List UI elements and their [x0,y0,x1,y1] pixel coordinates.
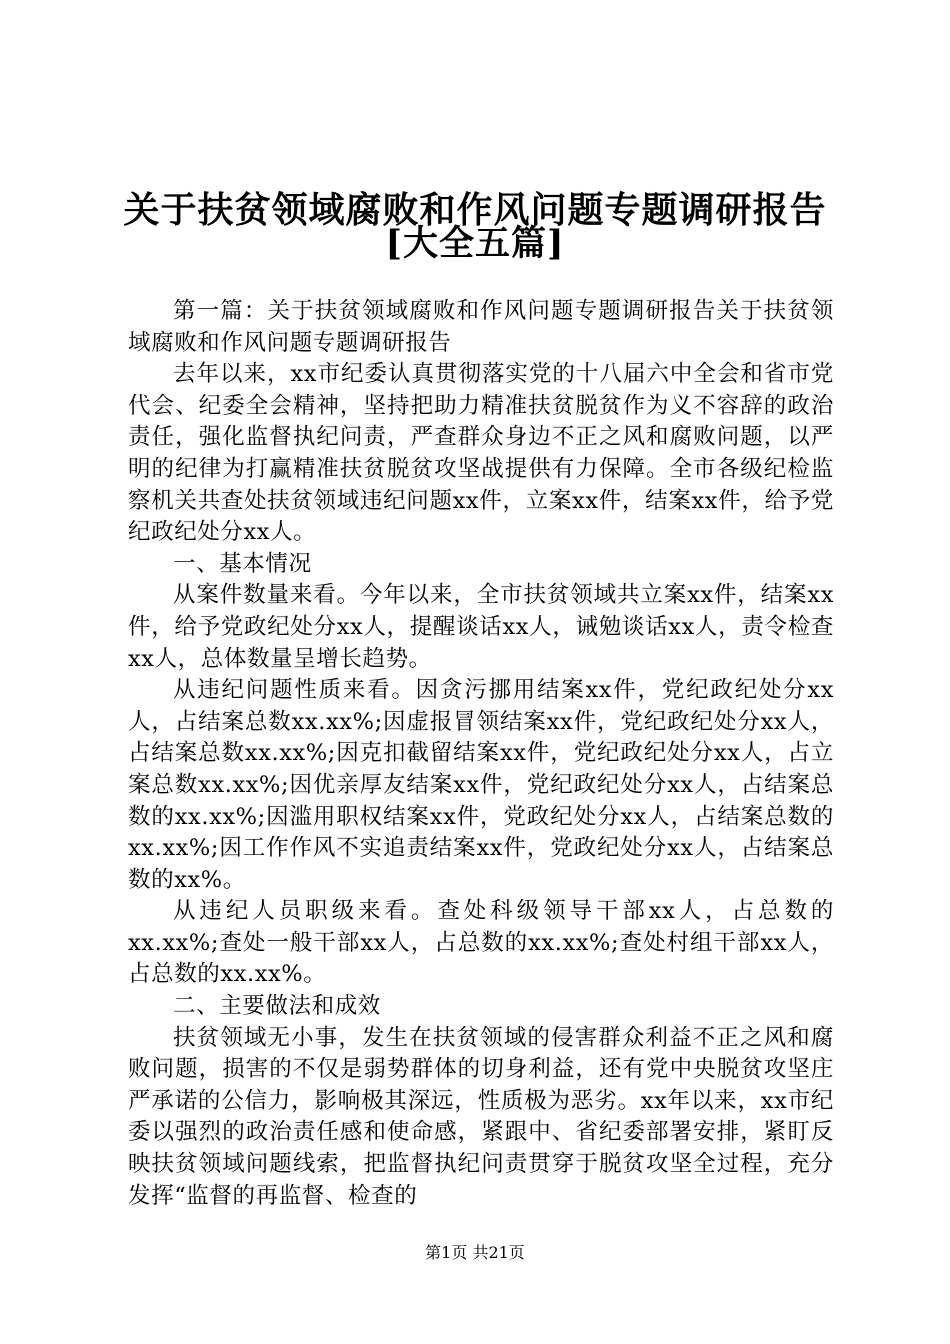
page-footer: 第1页 共21页 [425,1243,525,1262]
paragraph: 从违纪人员职级来看。查处科级领导干部xx人，占总数的xx.xx%;查处一般干部xx人，占总数的xx.xx%;查处村组干部xx人，占总数的xx.xx%。 [128,898,834,988]
document-body [128,296,834,1212]
paragraph: 第一篇：关于扶贫领域腐败和作风问题专题调研报告关于扶贫领域腐败和作风问题专题调研报告 [128,298,834,356]
section-heading: 一、基本情况 [173,550,312,577]
document-title-line1: 关于扶贫领域腐败和作风问题专题调研报告 [123,189,827,231]
paragraph: 从案件数量来看。今年以来，全市扶贫领域共立案xx件，结案xx件，给予党政纪处分xx人，提醒谈话xx人，诫勉谈话xx人，责令检查xx人，总体数量呈增长趋势。 [128,582,834,672]
document-title-line2: [大全五篇] [385,223,565,264]
paragraph: 去年以来，xx市纪委认真贯彻落实党的十八届六中全会和省市党代会、纪委全会精神，坚持把助力精准扶贫脱贫作为义不容辞的政治责任，强化监督执纪问责，严查群众身边不正之风和腐败问题，以严明的纪律为打赢精准扶贫脱贫攻坚战提供有力保障。全市各级纪检监察机关共查处扶贫领域违纪问题xx件，立案xx件，结案xx件，给予党纪政纪处分xx人。 [128,361,834,546]
paragraph: 从违纪问题性质来看。因贪污挪用结案xx件，党纪政纪处分xx人，占结案总数xx.xx%;因虚报冒领结案xx件，党纪政纪处分xx人，占结案总数xx.xx%;因克扣截留结案xx件，党纪政纪处分xx人，占立案总数xx.xx%;因优亲厚友结案xx件，党纪政纪处分xx人，占结案总数的xx.xx%;因滥用职权结案xx件，党政纪处分xx人，占结案总数的xx.xx%;因工作作风不实追责结案xx件，党政纪处分xx人，占结案总数的xx%。 [128,677,834,893]
section-heading: 二、主要做法和成效 [173,993,381,1020]
paragraph: 扶贫领域无小事，发生在扶贫领域的侵害群众利益不正之风和腐败问题，损害的不仅是弱势群体的切身利益，还有党中央脱贫攻坚庄严承诺的公信力，影响极其深远，性质极为恶劣。xx年以来，xx市纪委以强烈的政治责任感和使命感，紧跟中、省纪委部署安排，紧盯反映扶贫领域问题线索，把监督执纪问责贯穿于脱贫攻坚全过程，充分发挥“监督的再监督、检查的 [128,1024,834,1209]
